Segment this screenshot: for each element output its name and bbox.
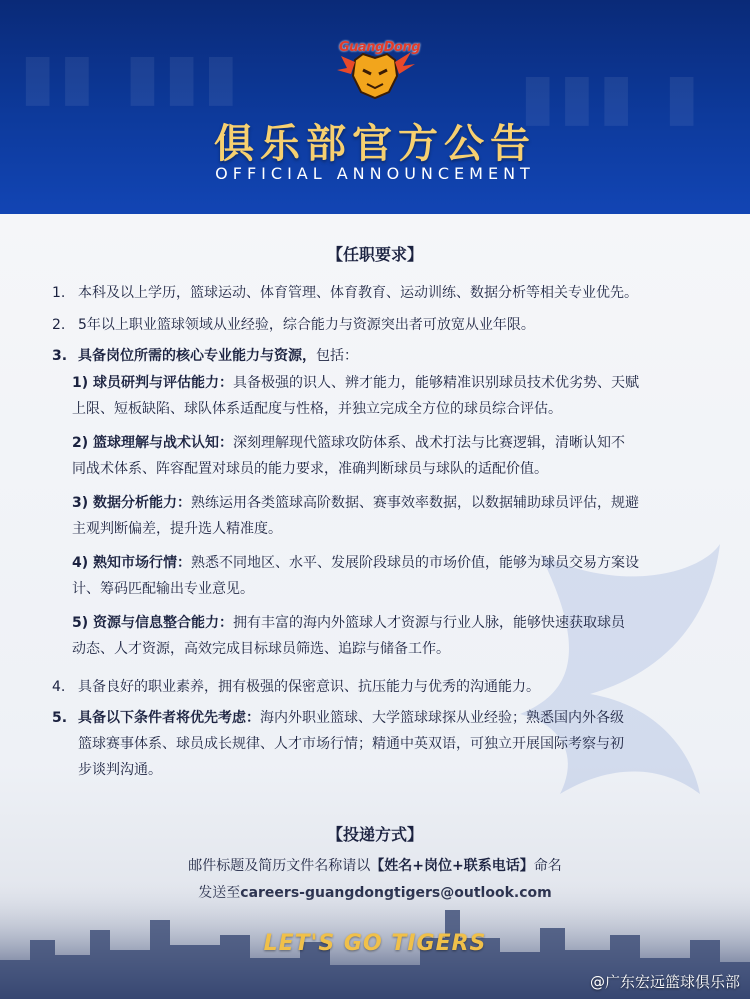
brand-wordmark: GuangDong: [339, 40, 421, 55]
slogan: LET'S GO TIGERS: [263, 931, 487, 956]
list-item: 2. 5年以上职业篮球领域从业经验，综合能力与资源突出者可放宽从业年限。: [52, 317, 535, 333]
list-item: 3. 具备岗位所需的核心专业能力与资源，包括：: [52, 348, 358, 364]
sub-list-item: 4) 熟知市场行情：熟悉不同地区、水平、发展阶段球员的市场价值，能够为球员交易方案设 计、筹码匹配输出专业意见。: [72, 555, 640, 597]
background-pattern: ▮▮▮ ▮: [520, 60, 704, 134]
page-title: 俱乐部官方公告: [214, 121, 536, 167]
page-subtitle: OFFICIAL ANNOUNCEMENT: [215, 164, 535, 183]
background-pattern: ▮▮ ▮▮▮: [20, 40, 243, 114]
sub-list-item: 3) 数据分析能力：熟练运用各类篮球高阶数据、赛事效率数据，以数据辅助球员评估，规避 主观判断偏差，提升选人精准度。: [72, 495, 640, 537]
delivery-heading: 【投递方式】: [326, 825, 423, 844]
header-banner: [0, 0, 750, 214]
sub-list-item: 2) 篮球理解与战术认知：深刻理解现代篮球攻防体系、战术打法与比赛逻辑，清晰认知不 同战术体系、阵容配置对球员的能力要求，准确判断球员与球队的适配价值。: [72, 435, 626, 477]
list-item: 1. 本科及以上学历，篮球运动、体育管理、体育教育、运动训练、数据分析等相关专业优先。: [52, 285, 638, 301]
requirements-heading: 【任职要求】: [326, 245, 423, 264]
list-item: 5. 具备以下条件者将优先考虑：海内外职业篮球、大学篮球球探从业经验；熟悉国内外各级 篮球赛事体系、球员成长规律、人才市场行情；精通中英双语，可独立开展国际考察与初 步谈判沟通。: [52, 710, 624, 778]
delivery-instruction: 邮件标题及简历文件名称请以【姓名+岗位+联系电话】命名: [188, 858, 562, 874]
club-logo: [333, 40, 421, 102]
sub-list-item: 1) 球员研判与评估能力：具备极强的识人、辨才能力，能够精准识别球员技术优劣势、天赋 上限、短板缺陷、球队体系适配度与性格，并独立完成全方位的球员综合评估。: [72, 375, 640, 417]
sub-list-item: 5) 资源与信息整合能力：拥有丰富的海内外篮球人才资源与行业人脉，能够快速获取球员 动态、人才资源，高效完成目标球员筛选、追踪与储备工作。: [72, 615, 626, 657]
list-item: 4. 具备良好的职业素养，拥有极强的保密意识、抗压能力与优秀的沟通能力。: [52, 679, 540, 695]
weibo-handle: @广东宏远篮球俱乐部: [589, 973, 740, 991]
